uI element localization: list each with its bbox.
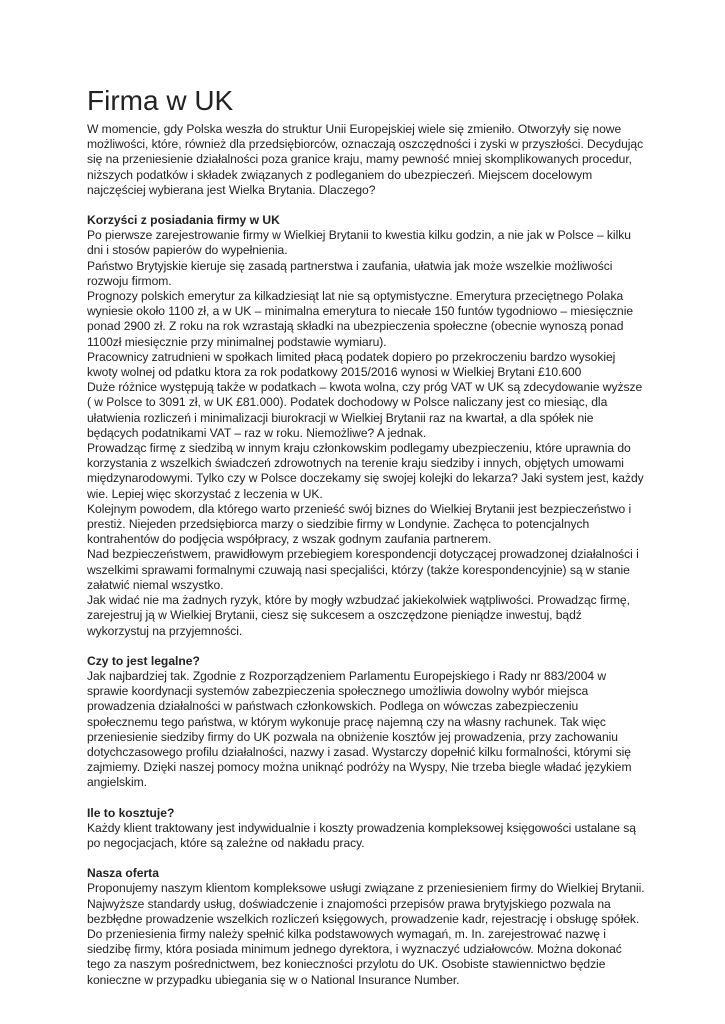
paragraph: Pracownicy zatrudnieni w społkach limited płacą podatek dopiero po przekroczeniu bardzo wysokiej kwoty wolnej od pdatku ktora za rok podatkowy 2015/2016 wynosi w Wielkiej Brytani £10.600 [87, 349, 616, 380]
document-content [87, 84, 647, 988]
intro-paragraph: W momencie, gdy Polska weszła do struktur Unii Europejskiej wiele się zmieniło. Otworzyły się nowe możliwości, które, również dla przedsiębiorców, oznaczają oszczędności i zyski w przyszłości. Decydując się na przeniesienie działalności poza granice kraju, mamy pewność mniej skomplikowanych procedur, niższych podatków i składek związanych z podleganiem do ubezpieczeń. Miejscem docelowym najczęściej wybierana jest Wielka Brytania. Dlaczego? [87, 122, 644, 197]
section-heading-cost: Ile to kosztuje? [87, 805, 175, 820]
paragraph: Prognozy polskich emerytur za kilkadziesiąt lat nie są optymistyczne. Emerytura przeciętnego Polaka wyniesie około 1100 zł, a w UK – minimalna emerytura to niecałe 150 funtów tygodniowo – miesięcznie ponad 2900 zł. Z roku na rok wzrastają składki na ubezpieczenia społeczne (obecnie wynoszą ponad 1100zł miesięcznie przy minimalnej podstawie wymiaru). [87, 289, 634, 349]
section-heading-legality: Czy to jest legalne? [87, 653, 200, 668]
paragraph: Nad bezpieczeństwem, prawidłowym przebiegiem korespondencji dotyczącej prowadzonej działalności i wszelkimi sprawami formalnymi czuwają nasi specjaliści, którzy (także korespondencyjnie) są w stanie załatwić niemal wszystko. [87, 547, 639, 592]
page-title: Firma w UK [87, 85, 234, 116]
paragraph: Po pierwsze zarejestrowanie firmy w Wielkiej Brytanii to kwestia kilku godzin, a nie jak w Polsce – kilku dni i stosów papierów do wypełnienia. [87, 228, 631, 258]
section-heading-benefits: Korzyści z posiadania firmy w UK [87, 213, 280, 228]
paragraph: Jak widać nie ma żadnych ryzyk, które by mogły wzbudzać jakiekolwiek wątpliwości. Prowadząc firmę, zarejestruj ją w Wielkiej Brytanii, ciesz się sukcesem a oszczędzone pieniądze inwestuj, bądź wykorzystuj na przyjemności. [87, 593, 630, 638]
paragraph: Duże różnice występują także w podatkach – kwota wolna, czy próg VAT w UK są zdecydowanie wyższe ( w Polsce to 3091 zł, w UK £81.000). Podatek dochodowy w Polsce naliczany jest co miesiąc, dla ułatwienia rozliczeń i minimalizacji biurokracji w Wielkiej Brytanii raz na kwartał, a dla spółek nie będących podatnikami VAT – raz w roku. Niemożliwe? A jednak. [87, 380, 643, 440]
paragraph: Kolejnym powodem, dla którego warto przenieść swój biznes do Wielkiej Brytanii jest bezpieczeństwo i prestiż. Niejeden przedsiębiorca marzy o siedzibie firmy w Londynie. Zachęca to potencjalnych kontrahentów do podjęcia współpracy, z wszak godnym zaufania partnerem. [87, 501, 632, 547]
paragraph: Państwo Brytyjskie kieruje się zasadą partnerstwa i zaufania, ułatwia jak może wszelkie możliwości rozwoju firmom. [87, 258, 613, 288]
paragraph: Jak najbardziej tak. Zgodnie z Rozporządzeniem Parlamentu Europejskiego i Rady nr 883/2004 w sprawie koordynacji systemów zabezpieczenia społecznego umożliwia dowolny wybór miejsca prowadzenia działalności w państwach członkowskich. Podlega on wówczas zabezpieczeniu społecznemu tego państwa, w którym wykonuje pracę najemną czy na własny rachunek. Tak więc przeniesienie siedziby firmy do UK pozwala na obniżenie kosztów jej prowadzenia, przy zachowaniu dotychczasowego profilu działalności, nazwy i zasad. Wystarczy dopełnić kilku formalności, którymi się zajmiemy. Dzięki naszej pomocy można uniknąć podróży na Wyspy, Nie trzeba biegle władać językiem angielskim. [87, 668, 632, 790]
paragraph: Każdy klient traktowany jest indywidualnie i koszty prowadzenia kompleksowej księgowości ustalane są po negocjacjach, które są zależne od nakładu pracy. [87, 820, 636, 850]
paragraph: Proponujemy naszym klientom kompleksowe usługi związane z przeniesieniem firmy do Wielkiej Brytanii. Najwyższe standardy usług, doświadczenie i znajomości przepisów prawa brytyjskiego pozwala na bezbłędne prowadzenie wszelkich rozliczeń księgowych, prowadzenie kadr, rejestrację i obsługę spółek. Do przeniesienia firmy należy spełnić kilka podstawowych wymagań, m. In. zarejestrować nazwę i siedzibę firmy, która posiada minimum jednego dyrektora, i wyznaczyć udziałowców. Można dokonać tego za naszym pośrednictwem, bez konieczności przylotu do UK. Osobiste stawiennictwo będzie konieczne w przypadku ubiegania się w o National Insurance Number. [87, 881, 645, 987]
paragraph: Prowadząc firmę z siedzibą w innym kraju członkowskim podlegamy ubezpieczeniu, które uprawnia do korzystania z wszelkich świadczeń zdrowotnych na terenie kraju siedziby i innych, objętych umowami międzynarodowymi. Tylko czy w Polsce doczekamy się swojej kolejki do lekarza? Jaki system jest, każdy wie. Lepiej więc skorzystać z leczenia w UK. [87, 441, 644, 501]
section-heading-offer: Nasza oferta [87, 866, 159, 881]
